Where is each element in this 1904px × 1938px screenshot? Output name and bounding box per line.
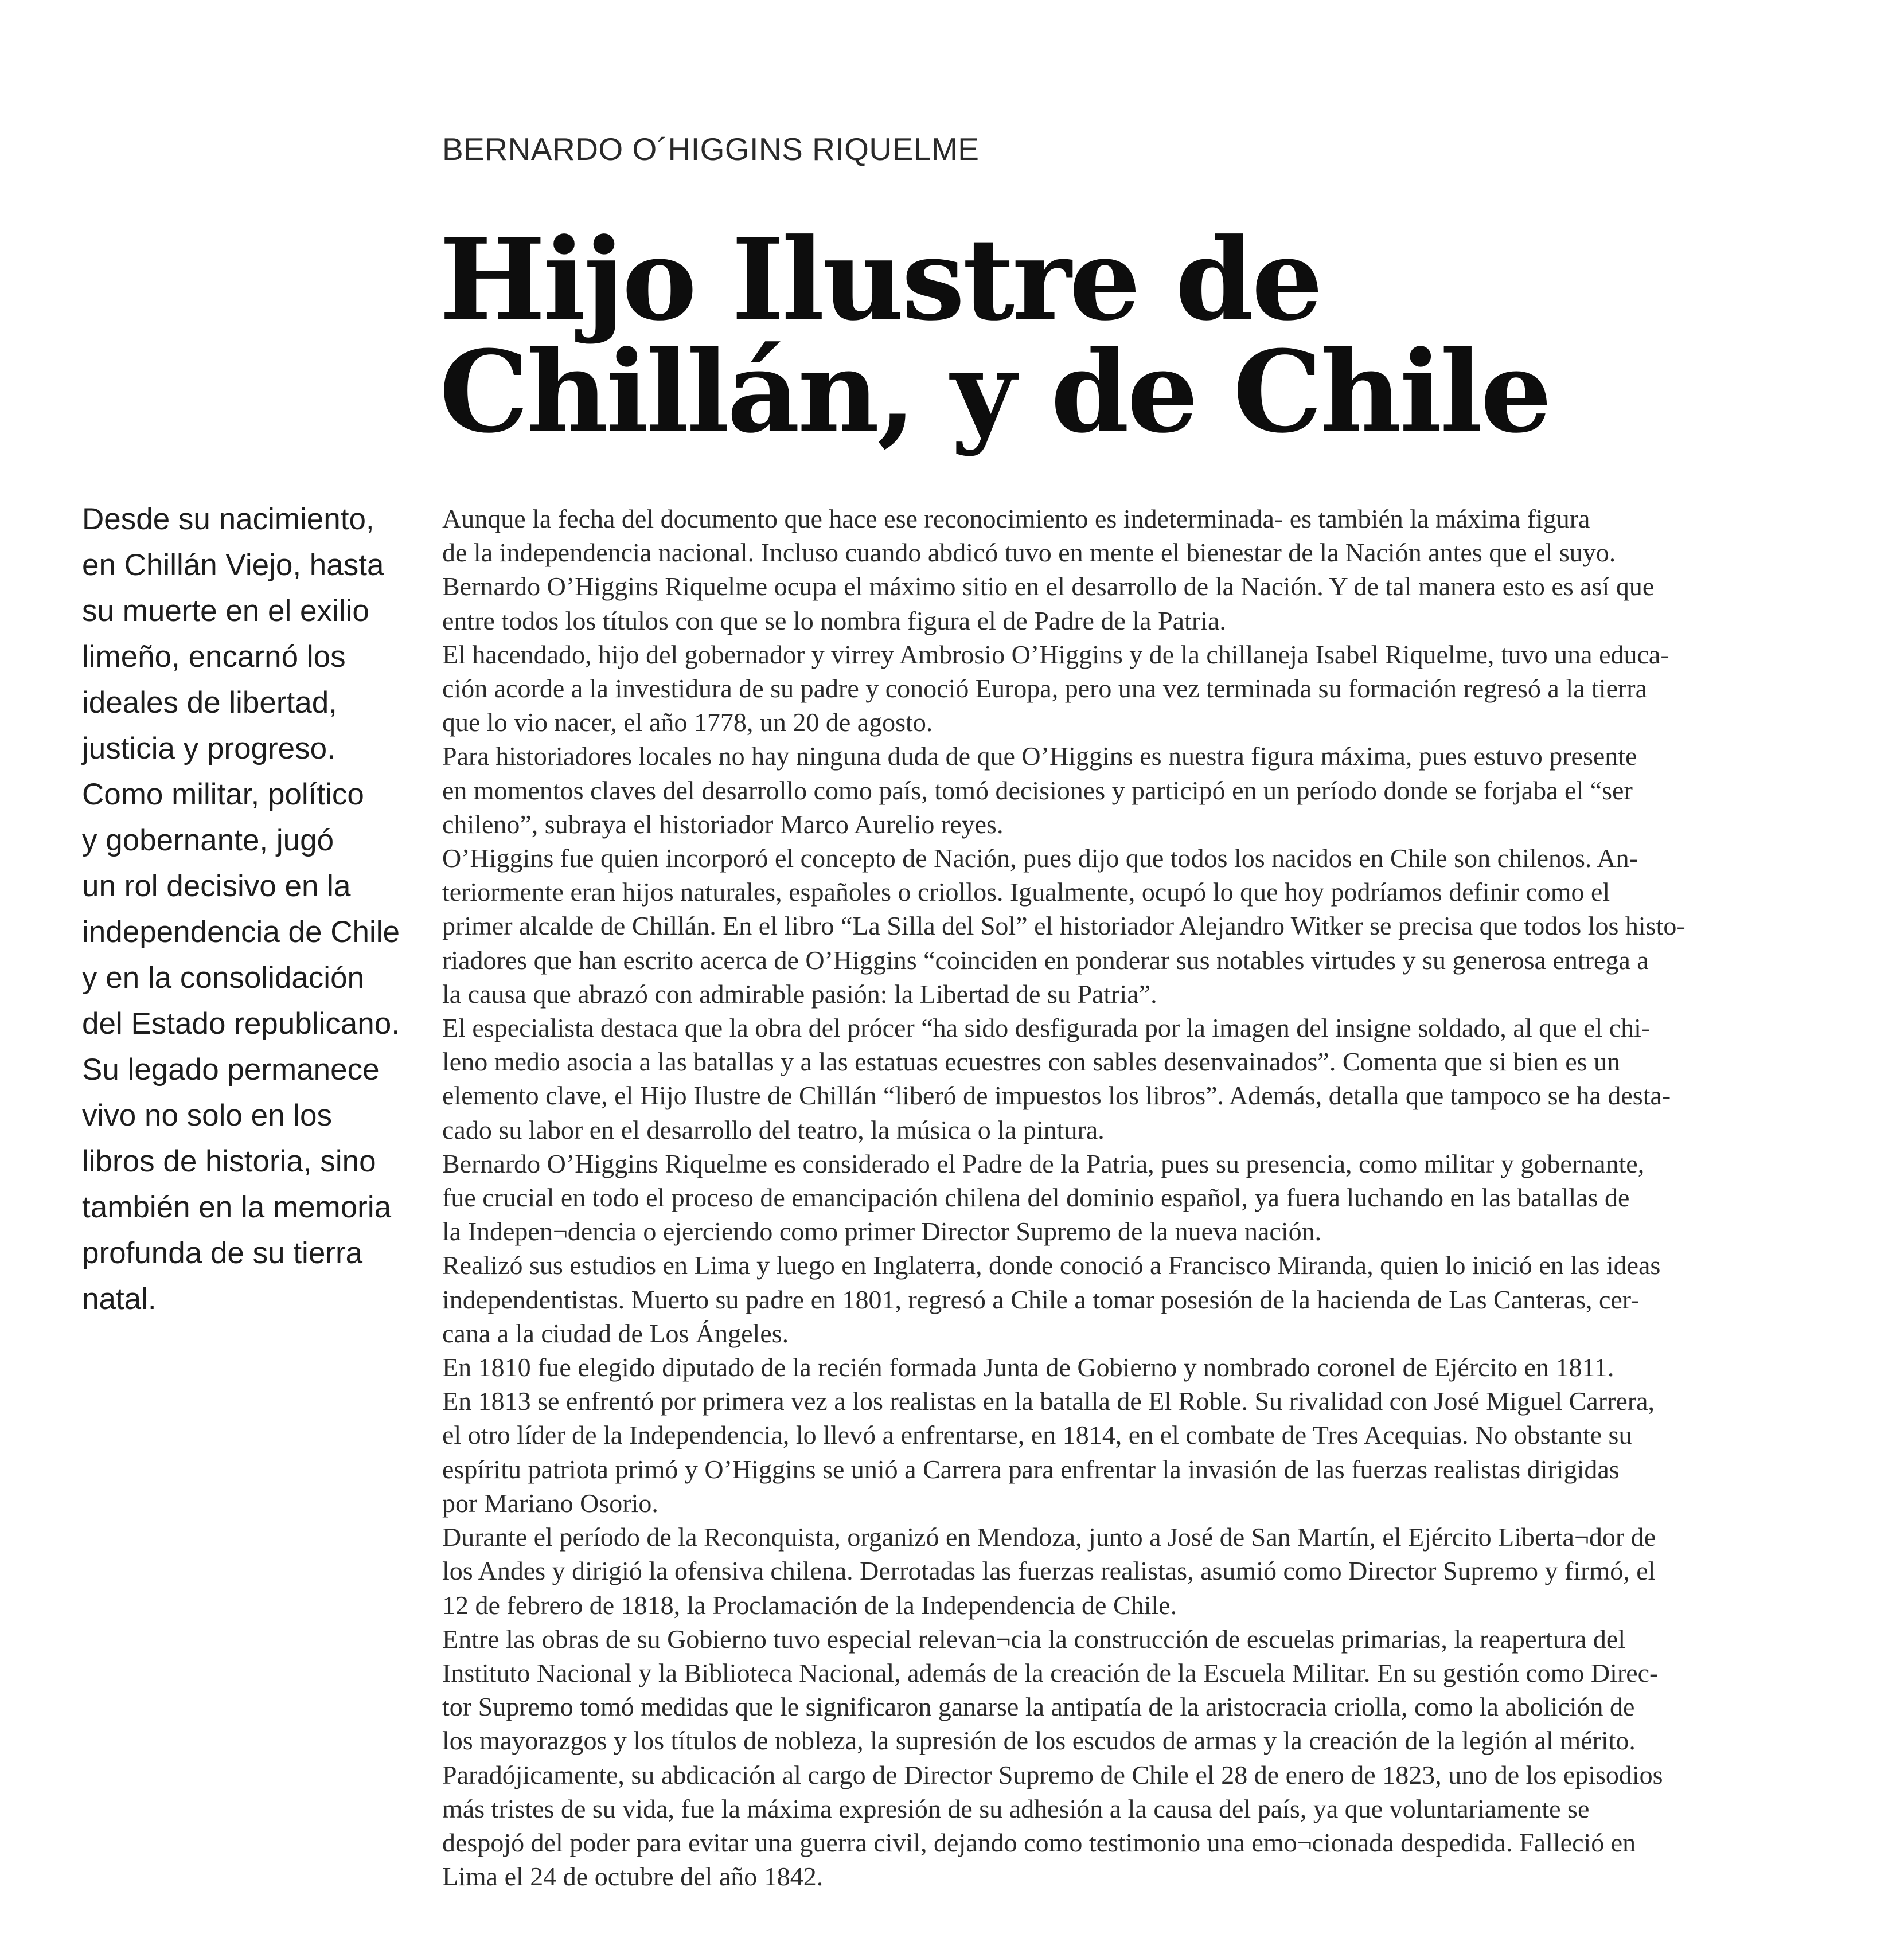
- body-line: leno medio asocia a las batallas y a las estatuas ecuestres con sables desenvainados”. Comenta que si bien es un: [442, 1047, 1621, 1077]
- body-line: 12 de febrero de 1818, la Proclamación de la Independencia de Chile.: [442, 1590, 1177, 1620]
- body-line: en momentos claves del desarrollo como país, tomó decisiones y participó en un período donde se forjaba el “ser: [442, 775, 1633, 805]
- body-line: chileno”, subraya el historiador Marco Aurelio reyes.: [442, 809, 1004, 839]
- body-line: la Indepen¬dencia o ejerciendo como primer Director Supremo de la nueva nación.: [442, 1217, 1322, 1247]
- body-line: Lima el 24 de octubre del año 1842.: [442, 1862, 824, 1892]
- body-line: espíritu patriota primó y O’Higgins se unió a Carrera para enfrentar la invasión de las fuerzas realistas dirigidas: [442, 1454, 1620, 1484]
- body-line: primer alcalde de Chillán. En el libro “La Silla del Sol” el historiador Alejandro Witker se precisa que todos los histo-: [442, 911, 1685, 941]
- body-line: En 1813 se enfrentó por primera vez a los realistas en la batalla de El Roble. Su rivalidad con José Miguel Carrera,: [442, 1386, 1655, 1416]
- body-line: Instituto Nacional y la Biblioteca Nacional, además de la creación de la Escuela Militar. En su gestión como Direc-: [442, 1658, 1659, 1687]
- headline-line: Chillán, y de Chile: [439, 326, 1550, 458]
- body-line: los Andes y dirigió la ofensiva chilena. Derrotadas las fuerzas realistas, asumió como Director Supremo y firmó, el: [442, 1556, 1656, 1586]
- body-line: Paradójicamente, su abdicación al cargo de Director Supremo de Chile el 28 de enero de 1823, uno de los episodios: [442, 1760, 1663, 1789]
- sidebar-line: limeño, encarnó los: [82, 640, 346, 674]
- sidebar-line: independencia de Chile: [82, 915, 400, 949]
- sidebar-line: vivo no solo en los: [82, 1099, 333, 1132]
- body-line: cado su labor en el desarrollo del teatro, la música o la pintura.: [442, 1115, 1105, 1144]
- body-line: por Mariano Osorio.: [442, 1488, 658, 1518]
- body-line: más tristes de su vida, fue la máxima expresión de su adhesión a la causa del país, ya que voluntariamente se: [442, 1794, 1590, 1823]
- body-line: Realizó sus estudios en Lima y luego en Inglaterra, donde conoció a Francisco Miranda, quien lo inició en las ideas: [442, 1251, 1661, 1280]
- sidebar-line: en Chillán Viejo, hasta: [82, 548, 384, 582]
- body-line: ción acorde a la investidura de su padre y conoció Europa, pero una vez terminada su formación regresó a la tierra: [442, 674, 1648, 704]
- body-line: entre todos los títulos con que se lo nombra figura el de Padre de la Patria.: [442, 605, 1226, 635]
- article-body: [442, 502, 1859, 1893]
- body-line: Para historiadores locales no hay ninguna duda de que O’Higgins es nuestra figura máxima, pues estuvo presente: [442, 741, 1637, 771]
- sidebar-line: su muerte en el exilio: [82, 594, 369, 628]
- body-line: la causa que abrazó con admirable pasión: la Libertad de su Patria”.: [442, 979, 1157, 1009]
- sidebar-line: profunda de su tierra: [82, 1236, 363, 1270]
- sidebar-line: justicia y progreso.: [82, 732, 335, 765]
- body-line: el otro líder de la Independencia, lo llevó a enfrentarse, en 1814, en el combate de Tres Acequias. No obstante su: [442, 1420, 1632, 1450]
- headline-line: Hijo Ilustre de: [439, 214, 1321, 346]
- body-line: independentistas. Muerto su padre en 1801, regresó a Chile a tomar posesión de la hacienda de Las Canteras, cer-: [442, 1284, 1640, 1314]
- body-line: El hacendado, hijo del gobernador y virrey Ambrosio O’Higgins y de la chillaneja Isabel Riquelme, tuvo una educa-: [442, 639, 1669, 669]
- body-line: Aunque la fecha del documento que hace ese reconocimiento es indeterminada- es también la máxima figura: [442, 504, 1590, 533]
- article-kicker: BERNARDO O´HIGGINS RIQUELME: [442, 131, 980, 167]
- body-line: los mayorazgos y los títulos de nobleza, la supresión de los escudos de armas y la creación de la legión al mérito.: [442, 1726, 1636, 1756]
- body-line: En 1810 fue elegido diputado de la recién formada Junta de Gobierno y nombrado coronel de Ejército en 1811.: [442, 1353, 1614, 1382]
- body-line: Entre las obras de su Gobierno tuvo especial relevan¬cia la construcción de escuelas primarias, la reapertura del: [442, 1624, 1626, 1654]
- sidebar-line: también en la memoria: [82, 1190, 392, 1224]
- sidebar-line: ideales de libertad,: [82, 686, 337, 720]
- body-line: Durante el período de la Reconquista, organizó en Mendoza, junto a José de San Martín, el Ejército Liberta¬dor de: [442, 1522, 1656, 1552]
- sidebar-line: Desde su nacimiento,: [82, 502, 374, 536]
- body-line: Bernardo O’Higgins Riquelme ocupa el máximo sitio en el desarrollo de la Nación. Y de tal manera esto es así que: [442, 572, 1655, 601]
- sidebar-summary: [82, 497, 415, 1322]
- body-line: elemento clave, el Hijo Ilustre de Chillán “liberó de impuestos los libros”. Además, detalla que tampoco se ha desta-: [442, 1081, 1671, 1111]
- body-line: El especialista destaca que la obra del prócer “ha sido desfigurada por la imagen del insigne soldado, al que el chi-: [442, 1013, 1651, 1043]
- body-line: fue crucial en todo el proceso de emancipación chilena del dominio español, ya fuera luchando en las batallas de: [442, 1183, 1630, 1213]
- sidebar-line: libros de historia, sino: [82, 1144, 376, 1178]
- body-line: cana a la ciudad de Los Ángeles.: [442, 1318, 789, 1348]
- body-line: Bernardo O’Higgins Riquelme es considerado el Padre de la Patria, pues su presencia, como militar y gobernante,: [442, 1148, 1645, 1178]
- article-headline: [439, 214, 1550, 458]
- body-line: riadores que han escrito acerca de O’Higgins “coinciden en ponderar sus notables virtudes y su generosa entrega a: [442, 945, 1649, 975]
- body-line: tor Supremo tomó medidas que le significaron ganarse la antipatía de la aristocracia criolla, como la abolición de: [442, 1692, 1635, 1722]
- sidebar-line: natal.: [82, 1282, 157, 1316]
- body-line: que lo vio nacer, el año 1778, un 20 de agosto.: [442, 708, 933, 737]
- sidebar-line: un rol decisivo en la: [82, 869, 351, 903]
- body-line: de la independencia nacional. Incluso cuando abdicó tuvo en mente el bienestar de la Nación antes que el suyo.: [442, 538, 1616, 568]
- sidebar-line: Como militar, político: [82, 777, 364, 811]
- body-line: despojó del poder para evitar una guerra civil, dejando como testimonio una emo¬cionada despedida. Falleció en: [442, 1827, 1636, 1857]
- sidebar-line: y en la consolidación: [82, 961, 365, 995]
- sidebar-line: y gobernante, jugó: [82, 823, 334, 857]
- sidebar-line: Su legado permanece: [82, 1053, 380, 1087]
- sidebar-line: del Estado republicano.: [82, 1007, 400, 1041]
- body-line: O’Higgins fue quien incorporó el concepto de Nación, pues dijo que todos los nacidos en Chile son chilenos. An-: [442, 843, 1638, 873]
- body-line: teriormente eran hijos naturales, españoles o criollos. Igualmente, ocupó lo que hoy podríamos definir como el: [442, 877, 1610, 907]
